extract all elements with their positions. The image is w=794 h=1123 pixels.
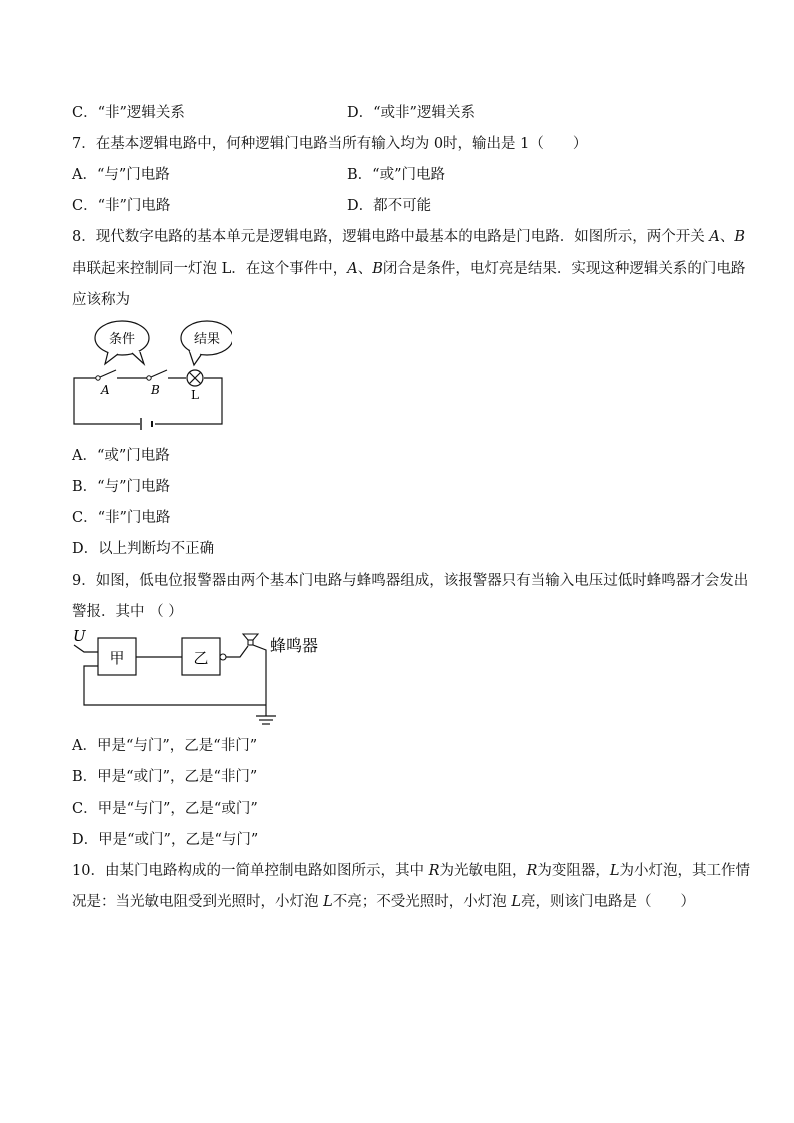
q8-option-d: D．以上判断均不正确 <box>72 541 215 557</box>
q10-stem-line1: 10．由某门电路构成的一简单控制电路如图所示，其中 R为光敏电阻，R为变阻器，L为小灯泡，其工作情 <box>72 863 751 879</box>
q9-stem-line2: 警报．其中 （ ） <box>72 604 183 620</box>
q8-option-c: C．“非”门电路 <box>72 510 171 526</box>
q8-option-b: B．“与”门电路 <box>72 479 170 495</box>
q6-option-d: D．“或非”逻辑关系 <box>347 105 475 121</box>
gate-jia-label: 甲 <box>109 649 125 667</box>
switch-a-label: A <box>101 383 110 397</box>
not-bubble <box>220 654 226 660</box>
buzzer-label: 蜂鸣器 <box>270 636 319 655</box>
buzzer-icon <box>243 634 258 640</box>
q9-option-d: D．甲是“或门”，乙是“与门” <box>72 832 259 848</box>
switch-a <box>100 370 116 377</box>
q7-option-a: A．“与”门电路 <box>72 167 170 183</box>
q8-stem-line1: 8．现代数字电路的基本单元是逻辑电路，逻辑电路中最基本的电路是门电路．如图所示，两个开关 A、B <box>72 229 745 245</box>
q7-option-d: D．都不可能 <box>347 198 432 214</box>
lamp-label: L <box>191 388 199 402</box>
bubble-condition-label: 条件 <box>108 332 136 347</box>
q7-option-c: C．“非”门电路 <box>72 198 171 214</box>
q8-option-a: A．“或”门电路 <box>72 448 170 464</box>
q7-stem: 7．在基本逻辑电路中，何种逻辑门电路当所有输入均为 0时，输出是 1（ ） <box>72 136 588 152</box>
switch-b-label: B <box>151 383 160 397</box>
bubble-result-label: 结果 <box>193 332 221 347</box>
input-u-label: U <box>73 627 86 645</box>
switch-b <box>151 370 167 377</box>
q9-option-b: B．甲是“或门”，乙是“非门” <box>72 769 258 785</box>
gate-yi-label: 乙 <box>193 649 209 667</box>
q10-stem-line2: 况是：当光敏电阻受到光照时，小灯泡 L不亮；不受光照时，小灯泡 L亮，则该门电路是（ ） <box>72 894 695 910</box>
q8-stem-line2: 串联起来控制同一灯泡 L．在这个事件中，A、B闭合是条件，电灯亮是结果．实现这种逻辑关系的门电路 <box>72 261 746 277</box>
q9-stem-line1: 9．如图，低电位报警器由两个基本门电路与蜂鸣器组成，该报警器只有当输入电压过低时蜂鸣器才会发出 <box>72 573 749 589</box>
q9-option-a: A．甲是“与门”，乙是“非门” <box>72 738 258 754</box>
q9-option-c: C．甲是“与门”，乙是“或门” <box>72 801 258 817</box>
q9-alarm-figure <box>72 624 342 734</box>
q8-stem-line3: 应该称为 <box>72 292 130 308</box>
q6-option-c: C．“非”逻辑关系 <box>72 105 185 121</box>
q8-circuit-figure <box>72 318 232 430</box>
q7-option-b: B．“或”门电路 <box>347 167 445 183</box>
